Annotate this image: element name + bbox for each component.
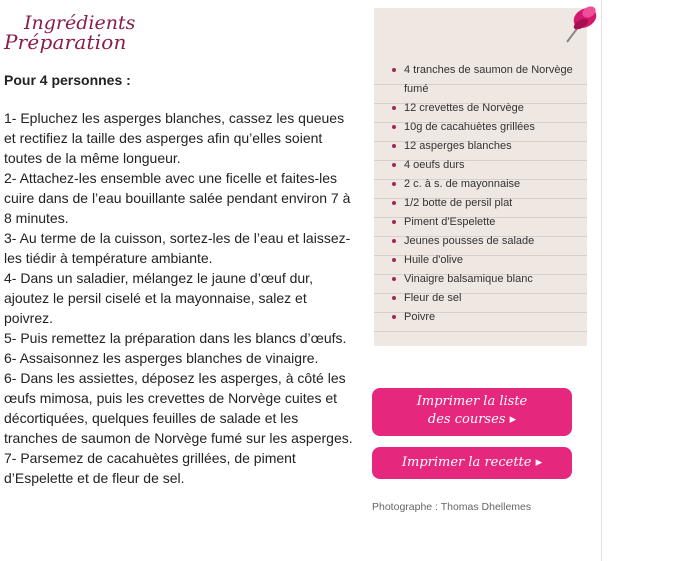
list-item: 2 c. à s. de mayonnaise [392,175,582,194]
step-text: 6- Assaisonnez les asperges blanches de vinaigre. [4,350,319,366]
button-label: Imprimer la recette ▸ [401,455,543,470]
print-shopping-list-button[interactable] [372,388,572,436]
step-text: 5- Puis remettez la préparation dans les blancs d’œufs. [4,330,347,346]
list-item: 12 crevettes de Norvège [392,99,582,118]
list-item: 1/2 botte de persil plat [392,194,582,213]
step-text: 4- Dans un saladier, mélangez le jaune d’œuf dur, ajoutez le persil ciselé et la mayonnaise, salez et poivrez. [4,270,313,326]
ingredients-list [392,61,582,327]
step-text: 6- Dans les assiettes, déposez les asperges, à côté les œufs mimosa, puis les crevettes de Norvège cuites et décortiquées, quelques feuilles de salade et les tranches de saumon de Norvège fumé sur les asperges. [4,370,353,446]
step-text: 7- Parsemez de cacahuètes grillées, de piment d’Espelette et de fleur de sel. [4,450,296,486]
list-item: Vinaigre balsamique blanc [392,270,582,289]
preparation-section [4,30,354,488]
ingredients-card-header [374,8,587,58]
button-label-line2: des courses ▸ [427,412,517,427]
list-item: 10g de cacahuètes grillées [392,118,582,137]
servings-label: Pour 4 personnes : [4,72,131,88]
list-item: 12 asperges blanches [392,137,582,156]
photo-credit: Photographe : Thomas Dhellemes [372,501,532,513]
step-text: 3- Au terme de la cuisson, sortez-les de l’eau et laissez-les tiédir à température ambiante. [4,230,351,266]
list-item: 4 oeufs durs [392,156,582,175]
preparation-title: Préparation [4,30,127,54]
step-text: 2- Attachez-les ensemble avec une ficelle et faites-les cuire dans de l’eau bouillante salée pendant environ 7 à 8 minutes. [4,170,351,226]
list-item: Jeunes pousses de salade [392,232,582,251]
list-item: Poivre [392,308,582,327]
preparation-steps [4,108,354,488]
step-text: 1- Epluchez les asperges blanches, cassez les queues et rectifiez la taille des asperges afin qu’elles soient toutes de la même longueur. [4,110,345,166]
button-label-line1: Imprimer la liste [416,394,528,409]
list-item: Huile d'olive [392,251,582,270]
print-recipe-button[interactable] [372,447,572,479]
pushpin-icon [561,2,601,48]
column-divider [601,0,602,561]
list-item: Piment d'Espelette [392,213,582,232]
ingredients-title: Ingrédients [24,12,136,34]
list-item: Fleur de sel [392,289,582,308]
list-item: 4 tranches de saumon de Norvège fumé [392,61,582,99]
